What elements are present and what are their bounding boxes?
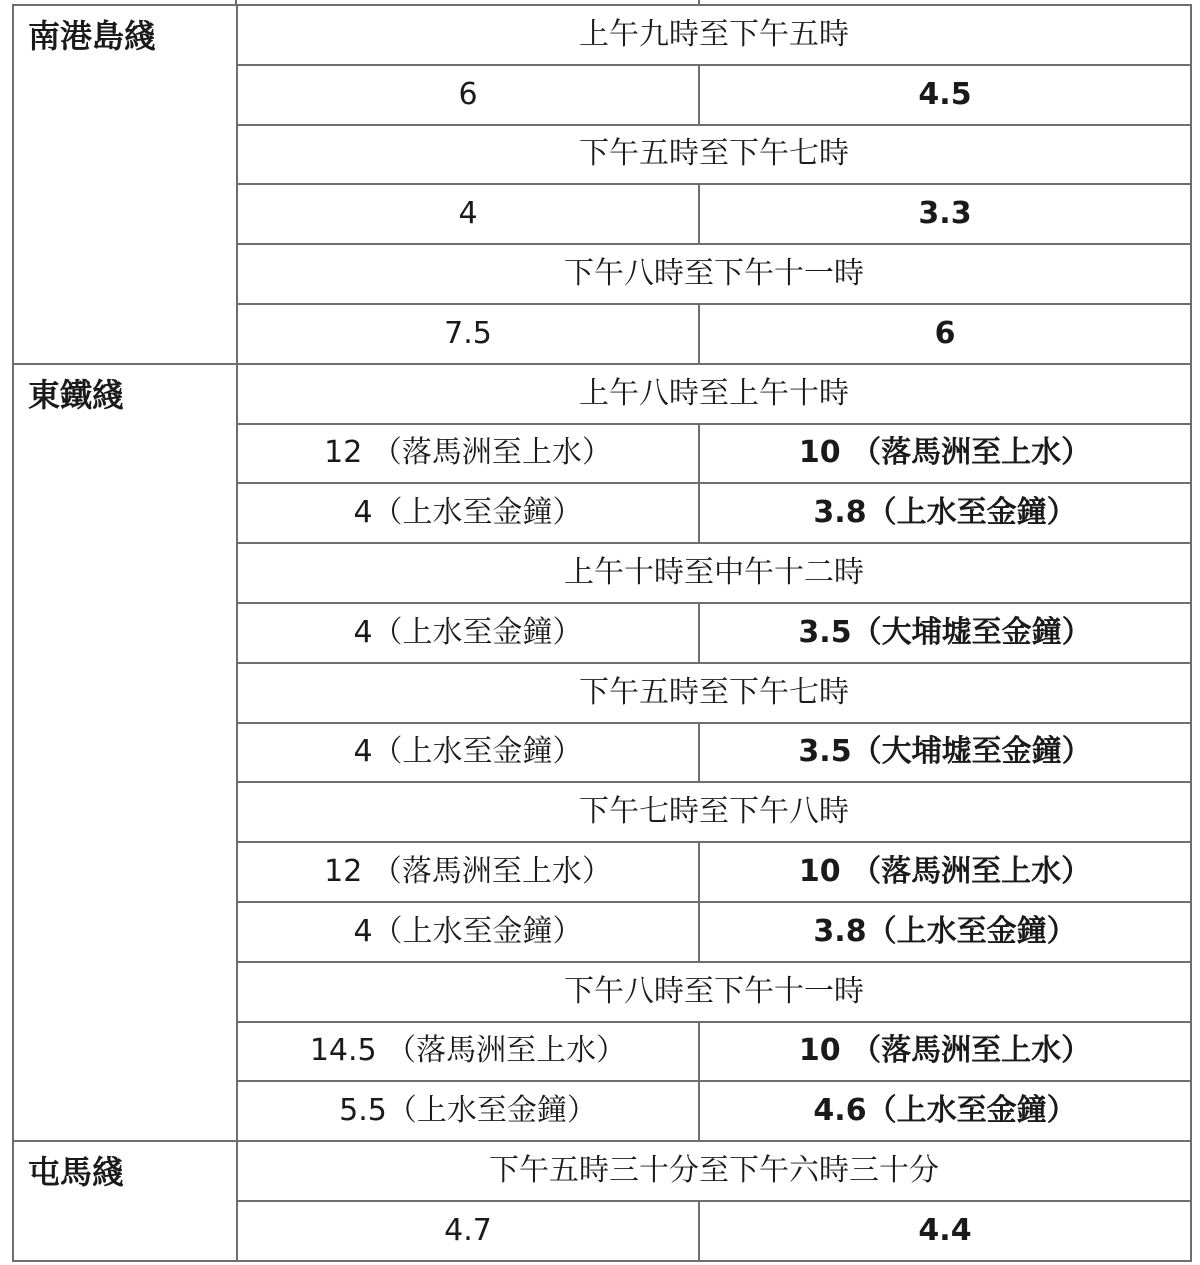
frequency-table (12, 4, 1192, 1262)
time-period: 上午十時至中午十二時 (237, 543, 1191, 603)
value-cell-right: 4.4 (699, 1201, 1191, 1261)
value-cell-left: 12 （落馬洲至上水） (237, 424, 699, 484)
line-name: 南港島綫 (13, 5, 237, 364)
value-cell-left: 4（上水至金鐘） (237, 902, 699, 962)
time-period: 下午五時至下午七時 (237, 125, 1191, 185)
value-cell-left: 4（上水至金鐘） (237, 723, 699, 783)
value-cell-left: 6 (237, 65, 699, 125)
value-cell-left: 4（上水至金鐘） (237, 603, 699, 663)
value-cell-right: 3.8（上水至金鐘） (699, 483, 1191, 543)
line-name: 屯馬綫 (13, 1141, 237, 1261)
value-cell-right: 6 (699, 304, 1191, 364)
value-cell-left: 4（上水至金鐘） (237, 483, 699, 543)
time-period: 下午五時至下午七時 (237, 663, 1191, 723)
period-row (13, 1141, 1191, 1201)
value-cell-right: 4.5 (699, 65, 1191, 125)
value-cell-right: 10 （落馬洲至上水） (699, 842, 1191, 902)
value-cell-left: 12 （落馬洲至上水） (237, 842, 699, 902)
time-period: 下午八時至下午十一時 (237, 962, 1191, 1022)
time-period: 下午八時至下午十一時 (237, 244, 1191, 304)
value-cell-left: 4.7 (237, 1201, 699, 1261)
value-cell-right: 3.3 (699, 184, 1191, 244)
time-period: 上午九時至下午五時 (237, 5, 1191, 65)
value-cell-left: 7.5 (237, 304, 699, 364)
value-cell-left: 5.5（上水至金鐘） (237, 1081, 699, 1141)
time-period: 下午五時三十分至下午六時三十分 (237, 1141, 1191, 1201)
frequency-table-body (13, 5, 1191, 1261)
period-row (13, 364, 1191, 424)
value-cell-right: 3.5（大埔墟至金鐘） (699, 723, 1191, 783)
time-period: 下午七時至下午八時 (237, 782, 1191, 842)
value-cell-left: 4 (237, 184, 699, 244)
period-row (13, 5, 1191, 65)
value-cell-right: 10 （落馬洲至上水） (699, 424, 1191, 484)
value-cell-right: 10 （落馬洲至上水） (699, 1022, 1191, 1082)
value-cell-right: 3.5（大埔墟至金鐘） (699, 603, 1191, 663)
value-cell-right: 4.6（上水至金鐘） (699, 1081, 1191, 1141)
value-cell-right: 3.8（上水至金鐘） (699, 902, 1191, 962)
value-cell-left: 14.5 （落馬洲至上水） (237, 1022, 699, 1082)
time-period: 上午八時至上午十時 (237, 364, 1191, 424)
line-name: 東鐵綫 (13, 364, 237, 1141)
